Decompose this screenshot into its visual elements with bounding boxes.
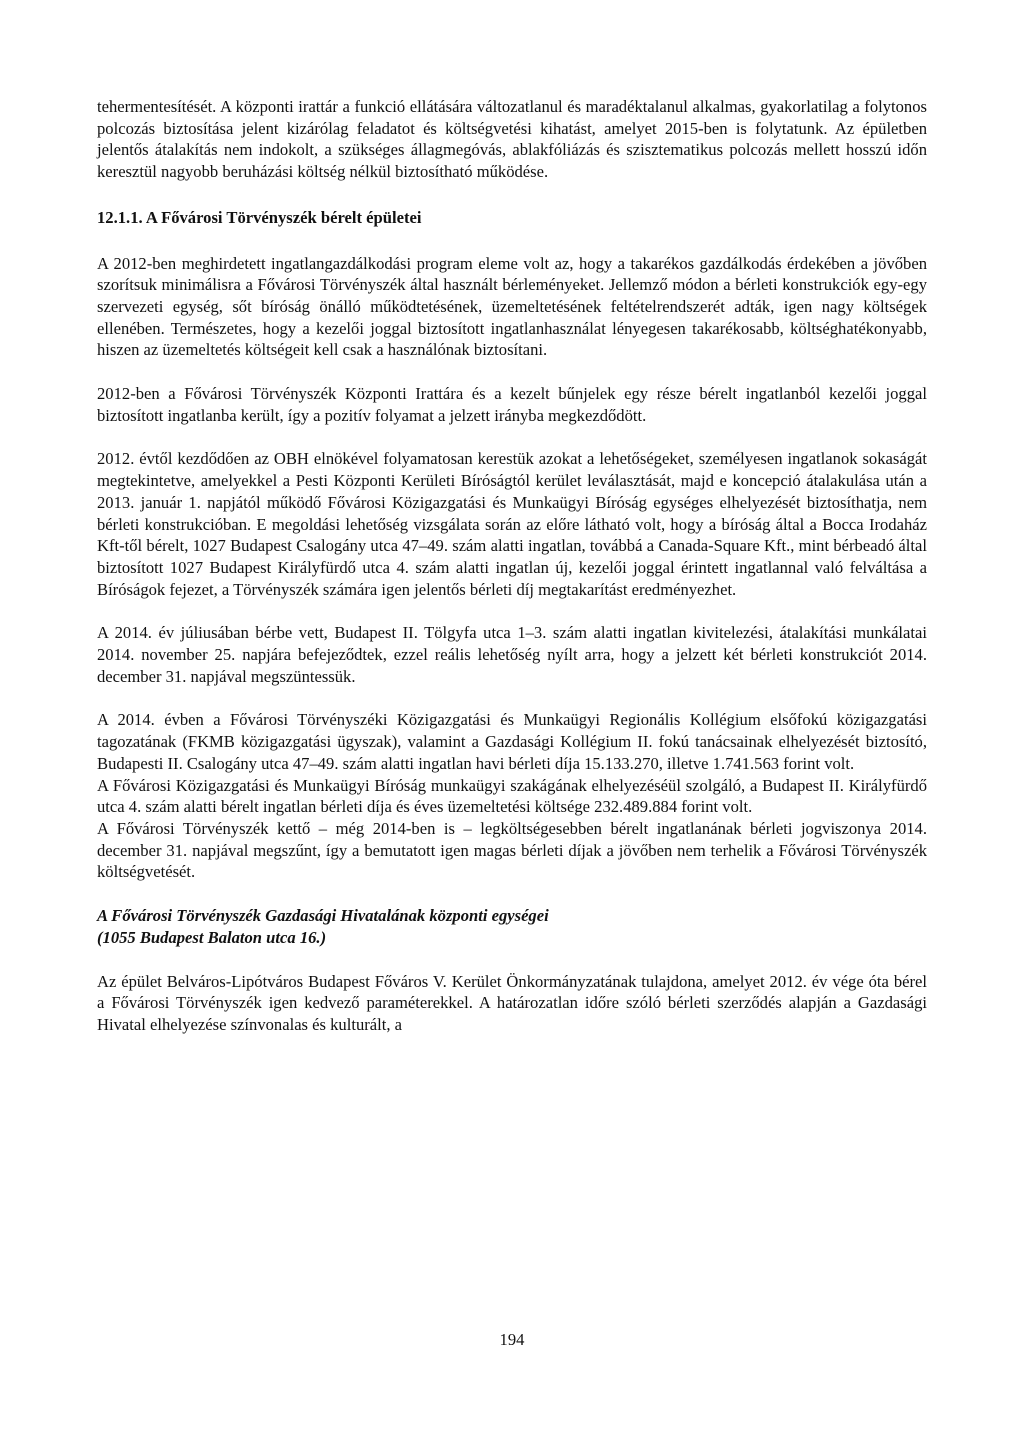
paragraph-rent-csalogany: A 2014. évben a Fővárosi Törvényszéki Közigazgatási és Munkaügyi Regionális Kollégium elsőfokú közigazgatási tagozatának (FKMB közigazgatási ügyszak), valamint a Gazdasági Kollégium II. fokú tanácsainak elhelyezését biztosító, Budapesti II. Csalogány utca 47–49. szám alatti ingatlan havi bérleti díja 15.133.270, illetve 1.741.563 forint volt.: [97, 710, 927, 773]
paragraph-central-archive: tehermentesítését. A központi irattár a funkció ellátására változatlanul és maradéktalanul alkalmas, gyakorlatilag a folytonos polcozás biztosítása jelent kizárólag feladatot és költségvetési kihatást, amelyet 2015-ben is folytatunk. Az épületben jelentős átalakítás nem indokolt, a szükséges állagmegóvás, ablakfóliázás és szisztematikus polcozás mellett hosszú időn keresztül nagyobb beruházási költség nélkül biztosítható működése.: [97, 97, 927, 182]
section-heading: 12.1.1. A Fővárosi Törvényszék bérelt épületei: [97, 207, 422, 227]
paragraph-2012-archive: 2012-ben a Fővárosi Törvényszék Központi Irattára és a kezelt bűnjelek egy része bérelt ingatlanból kezelői joggal biztosított ingatlanba került, így a pozitív folyamat a jelzett irányba megkezdődött.: [97, 384, 927, 425]
paragraph-obh-search: 2012. évtől kezdődően az OBH elnökével folyamatosan kerestük azokat a lehetőségeket, személyesen ingatlanok sokaságát megtekintetve, amelyekkel a Pesti Központi Kerületi Bíróságtól kerület leválasztását, majd e koncepció átalakulása után a 2013. január 1. napjától működő Fővárosi Közigazgatási és Munkaügyi Bíróság egységes elhelyezését biztosíthatja, nem bérleti konstrukcióban. E megoldási lehetőség vizsgálata során az előre látható volt, hogy a bíróság által a Bocca Irodaház Kft-től bérelt, 1027 Budapest Csalogány utca 47–49. szám alatti ingatlan, továbbá a Canada-Square Kft., mint bérbeadó által biztosított 1027 Budapest Királyfürdő utca 4. szám alatti ingatlan új, kezelői joggal érintett ingatlannal való felváltása a Bíróságok fejezet, a Törvényszék számára igen jelentős bérleti díj megtakarítást eredményezhet.: [97, 449, 927, 599]
paragraph-building-owner: Az épület Belváros-Lipótváros Budapest Főváros V. Kerület Önkormányzatának tulajdona, amelyet 2012. év vége óta bérel a Fővárosi Törvényszék igen kedvező paraméterekkel. A határozatlan időre szóló bérleti szerződés alapján a Gazdasági Hivatal elhelyezése színvonalas és kulturált, a: [97, 971, 927, 1034]
paragraph-property-program: A 2012-ben meghirdetett ingatlangazdálkodási program eleme volt az, hogy a takarékos gazdálkodás érdekében a jövőben szorítsuk minimálisra a Fővárosi Törvényszék által használt bérleményeket. Jellemző módon a bérleti konstrukciók egy-egy szervezeti egység, sőt bíróság önálló működtetésének, üzemeltetésének feltételrendszerét adták, igen nagy költségek ellenében. Természetes, hogy a kezelői joggal biztosított ingatlanhasználat lényegesen takarékosabb, költséghatékonyabb, hiszen az üzemeltetés költségeit kell csak a használónak biztosítani.: [97, 253, 927, 360]
italic-heading-address: (1055 Budapest Balaton utca 16.): [97, 927, 327, 947]
page-number: 194: [499, 1330, 525, 1349]
document-page: [97, 96, 927, 1036]
paragraph-rent-kiralyfurdo: A Fővárosi Közigazgatási és Munkaügyi Bíróság munkaügyi szakágának elhelyezéséül szolgáló, a Budapest II. Királyfürdő utca 4. szám alatti bérelt ingatlan bérleti díja és éves üzemeltetési költsége 232.489.884 forint volt.: [97, 775, 927, 817]
paragraph-tolgyfa-street: A 2014. év júliusában bérbe vett, Budapest II. Tölgyfa utca 1–3. szám alatti ingatlan kivitelezési, átalakítási munkálatai 2014. november 25. napjára befejeződtek, ezzel reális lehetőség nyílt arra, hogy a jelzett két bérleti konstrukciót 2014. december 31. napjával megszüntessük.: [97, 623, 927, 686]
italic-heading-title: A Fővárosi Törvényszék Gazdasági Hivatalának központi egységei: [97, 906, 549, 926]
paragraph-leases-terminated: A Fővárosi Törvényszék kettő – még 2014-ben is – legköltségesebben bérelt ingatlanának bérleti jogviszonya 2014. december 31. napjával megszűnt, így a bemutatott igen magas bérleti díjak a jövőben nem terhelik a Fővárosi Törvényszék költségvetését.: [97, 818, 927, 882]
